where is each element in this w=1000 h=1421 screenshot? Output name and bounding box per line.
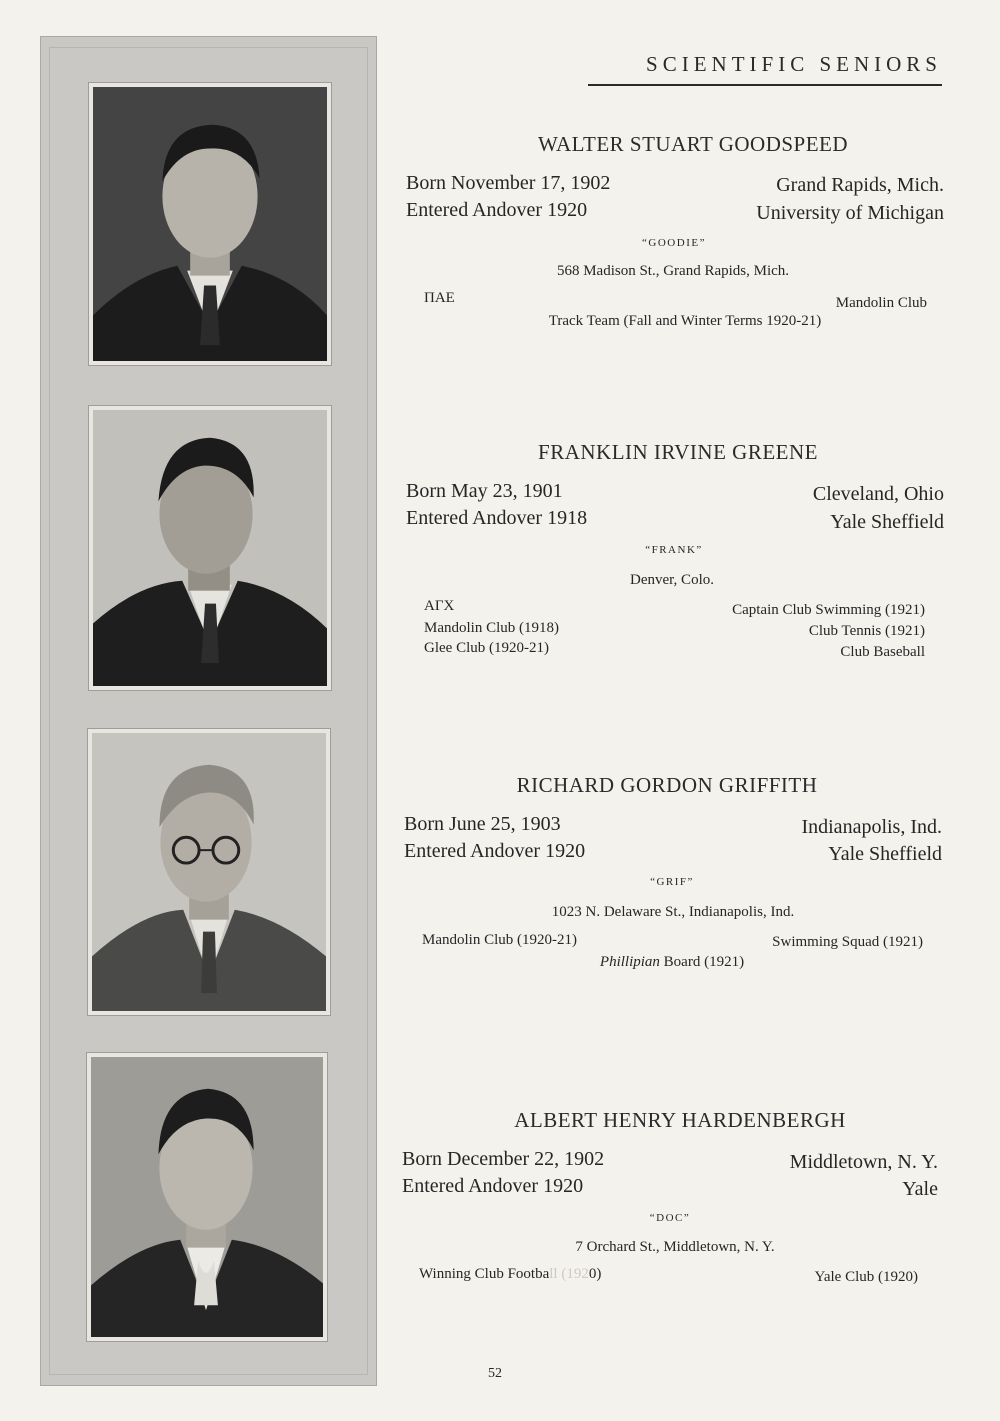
- portrait-photo-hardenbergh: [86, 1052, 328, 1342]
- activity-text-tail: 0): [588, 1266, 602, 1282]
- senior-fraternity: ΑΓΧ: [424, 598, 455, 614]
- senior-address: 568 Madison St., Grand Rapids, Mich.: [556, 263, 790, 279]
- portrait-photo-griffith: [87, 728, 331, 1016]
- senior-address: 7 Orchard St., Middletown, N. Y.: [575, 1239, 775, 1255]
- senior-nickname: “DOC”: [649, 1212, 691, 1224]
- senior-activity: Glee Club (1920-21): [424, 640, 549, 656]
- senior-address: Denver, Colo.: [630, 572, 714, 588]
- senior-hometown: Cleveland, Ohio: [812, 483, 944, 505]
- senior-activity: Captain Club Swimming (1921): [732, 602, 925, 618]
- header-rule: [588, 84, 942, 86]
- senior-entered: Entered Andover 1920: [402, 1175, 584, 1197]
- senior-college: Yale Sheffield: [830, 511, 944, 533]
- phillipian-rest: Board (1921): [659, 954, 745, 970]
- phillipian-italic: Phillipian: [599, 954, 660, 970]
- senior-activity: Mandolin Club (1920-21): [422, 932, 577, 948]
- senior-activity: Track Team (Fall and Winter Terms 1920-21): [548, 313, 822, 329]
- senior-activity: Club Baseball: [840, 644, 925, 660]
- senior-college: University of Michigan: [756, 202, 944, 224]
- senior-activity: Mandolin Club: [835, 295, 927, 311]
- senior-born: Born December 22, 1902: [402, 1148, 605, 1170]
- senior-activity: Club Tennis (1921): [808, 623, 925, 639]
- senior-activity: Yale Club (1920): [814, 1269, 918, 1285]
- senior-hometown: Middletown, N. Y.: [789, 1151, 938, 1173]
- page-header-title: SCIENTIFIC SENIORS: [646, 52, 942, 76]
- senior-college: Yale: [902, 1178, 938, 1200]
- senior-nickname: “FRANK”: [645, 544, 703, 556]
- senior-name: RICHARD GORDON GRIFFITH: [516, 773, 818, 797]
- activity-faded-gap: ll (192: [549, 1266, 589, 1282]
- senior-activity: [392, 954, 952, 971]
- page-number: 52: [488, 1366, 502, 1381]
- senior-name: WALTER STUART GOODSPEED: [537, 132, 849, 156]
- senior-name: FRANKLIN IRVINE GREENE: [538, 440, 818, 464]
- senior-address: 1023 N. Delaware St., Indianapolis, Ind.: [551, 904, 795, 920]
- senior-born: Born June 25, 1903: [404, 813, 561, 835]
- senior-fraternity: ΠΑΕ: [424, 290, 455, 306]
- senior-nickname: “GOODIE”: [642, 237, 706, 249]
- senior-college: Yale Sheffield: [828, 843, 942, 865]
- senior-entered: Entered Andover 1920: [406, 199, 588, 221]
- senior-activity: [419, 1266, 601, 1283]
- portrait-photo-goodspeed: [88, 82, 332, 366]
- senior-nickname: “GRIF”: [650, 876, 694, 888]
- senior-name: ALBERT HENRY HARDENBERGH: [514, 1108, 846, 1132]
- senior-activity: Swimming Squad (1921): [772, 934, 923, 950]
- senior-hometown: Grand Rapids, Mich.: [776, 174, 944, 196]
- senior-activity: Mandolin Club (1918): [424, 620, 559, 636]
- activity-text: Winning Club Footba: [419, 1266, 550, 1282]
- senior-born: Born November 17, 1902: [406, 172, 611, 194]
- senior-born: Born May 23, 1901: [406, 480, 563, 502]
- senior-entered: Entered Andover 1918: [406, 507, 588, 529]
- senior-hometown: Indianapolis, Ind.: [801, 816, 942, 838]
- portrait-photo-greene: [88, 405, 332, 691]
- senior-entered: Entered Andover 1920: [404, 840, 586, 862]
